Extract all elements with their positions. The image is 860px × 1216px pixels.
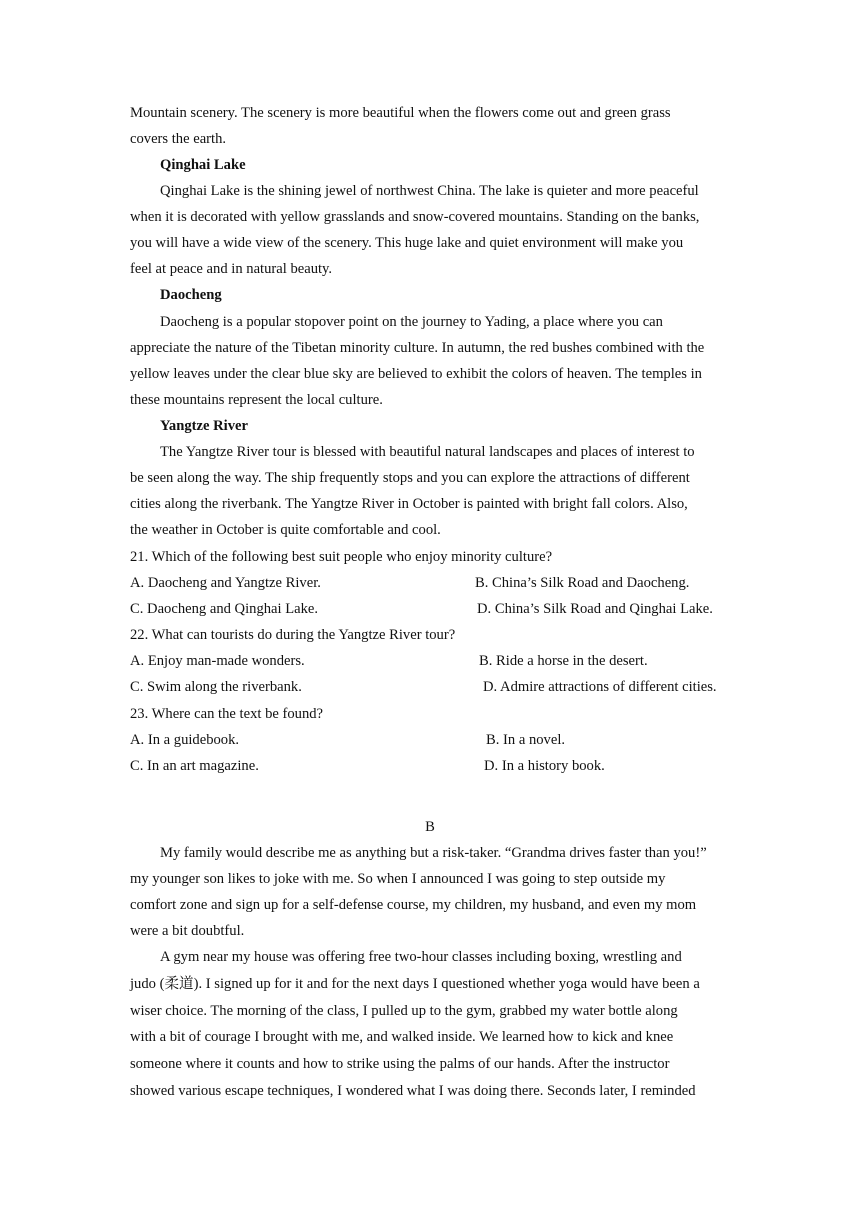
question-option-row — [130, 757, 740, 775]
option-d: D. Admire attractions of different cities. — [483, 679, 717, 695]
passage-line: feel at peace and in natural beauty. — [130, 261, 333, 277]
option-b: B. In a novel. — [486, 732, 566, 748]
option-a: A. In a guidebook. — [130, 732, 240, 748]
passage-line: yellow leaves under the clear blue sky are believed to exhibit the colors of heaven. The temples in — [130, 366, 702, 382]
passage-line: these mountains represent the local culture. — [130, 392, 383, 408]
passage-line: Daocheng is a popular stopover point on the journey to Yading, a place where you can — [160, 314, 663, 330]
passage-line: appreciate the nature of the Tibetan minority culture. In autumn, the red bushes combined with the — [130, 340, 705, 356]
passage-line: the weather in October is quite comfortable and cool. — [130, 522, 441, 538]
question-option-row — [130, 574, 740, 592]
passage-line: Mountain scenery. The scenery is more beautiful when the flowers come out and green grass — [130, 105, 671, 121]
option-b: B. Ride a horse in the desert. — [479, 653, 648, 669]
passage-line: someone where it counts and how to strike using the palms of our hands. After the instructor — [130, 1056, 670, 1072]
passage-line: be seen along the way. The ship frequently stops and you can explore the attractions of different — [130, 470, 690, 486]
option-d: D. China’s Silk Road and Qinghai Lake. — [477, 601, 713, 617]
passage-line: my younger son likes to joke with me. So when I announced I was going to step outside my — [130, 871, 666, 887]
option-b: B. China’s Silk Road and Daocheng. — [475, 575, 690, 591]
option-c: C. Swim along the riverbank. — [130, 679, 302, 695]
passage-line: with a bit of courage I brought with me, and walked inside. We learned how to kick and knee — [130, 1029, 674, 1045]
question-21-stem: 21. Which of the following best suit people who enjoy minority culture? — [130, 549, 553, 565]
question-23-stem: 23. Where can the text be found? — [130, 706, 324, 722]
passage-line: My family would describe me as anything but a risk-taker. “Grandma drives faster than you!” — [160, 845, 707, 861]
question-option-row — [130, 652, 740, 670]
passage-line: showed various escape techniques, I wondered what I was doing there. Seconds later, I reminded — [130, 1083, 696, 1099]
passage-b-label: B — [425, 819, 435, 835]
passage-line: you will have a wide view of the scenery. This huge lake and quiet environment will make you — [130, 235, 684, 251]
section-heading-daocheng: Daocheng — [160, 287, 222, 303]
option-a: A. Daocheng and Yangtze River. — [130, 575, 321, 591]
question-option-row — [130, 678, 740, 696]
passage-line: cities along the riverbank. The Yangtze River in October is painted with bright fall colors. Also, — [130, 496, 688, 512]
passage-line: judo (柔道). I signed up for it and for the next days I questioned whether yoga would have been a — [130, 976, 700, 992]
passage-line: The Yangtze River tour is blessed with beautiful natural landscapes and places of interest to — [160, 444, 695, 460]
passage-line: comfort zone and sign up for a self-defense course, my children, my husband, and even my mom — [130, 897, 697, 913]
passage-line: Qinghai Lake is the shining jewel of northwest China. The lake is quieter and more peaceful — [160, 183, 699, 199]
passage-line: A gym near my house was offering free two-hour classes including boxing, wrestling and — [160, 949, 682, 965]
option-a: A. Enjoy man-made wonders. — [130, 653, 305, 669]
section-heading-qinghai-lake: Qinghai Lake — [160, 157, 246, 173]
question-option-row — [130, 600, 740, 618]
option-c: C. In an art magazine. — [130, 758, 259, 774]
passage-line: covers the earth. — [130, 131, 227, 147]
passage-line: when it is decorated with yellow grasslands and snow-covered mountains. Standing on the banks, — [130, 209, 700, 225]
option-d: D. In a history book. — [484, 758, 605, 774]
section-heading-yangtze-river: Yangtze River — [160, 418, 248, 434]
passage-line: were a bit doubtful. — [130, 923, 245, 939]
question-option-row — [130, 731, 740, 749]
passage-line: wiser choice. The morning of the class, I pulled up to the gym, grabbed my water bottle along — [130, 1003, 678, 1019]
option-c: C. Daocheng and Qinghai Lake. — [130, 601, 319, 617]
question-22-stem: 22. What can tourists do during the Yangtze River tour? — [130, 627, 456, 643]
